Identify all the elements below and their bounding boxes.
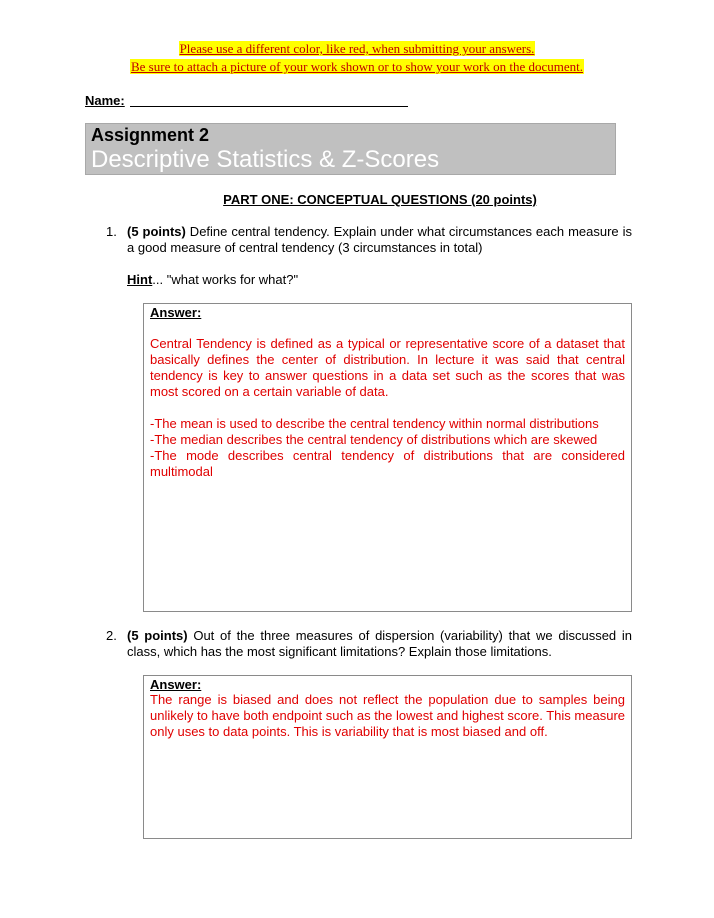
question-text: (5 points) Out of the three measures of dispersion (variability) that we discussed in class, which has the most significant limitations? Explain those limitations. — [127, 628, 632, 659]
question-number: 1. — [106, 224, 117, 239]
question-points: (5 points) — [127, 628, 188, 643]
answer-box-1[interactable] — [143, 303, 632, 612]
assignment-title: Assignment 2 — [91, 125, 210, 145]
hint-label: Hint — [127, 272, 153, 287]
question-number: 2. — [106, 628, 117, 643]
question-1 — [106, 224, 632, 256]
part-title: PART ONE: CONCEPTUAL QUESTIONS (20 points) — [223, 192, 537, 207]
answer-text: Central Tendency is defined as a typical or representative score of a dataset that basically defines the center of distribution. In lecture it was said that central tendency is key to answer questions in a data set such as the scores that was most scored on a certain variable of data. -The mean is used to describe the central tendency within normal distributions -The median describes the central tendency of distributions which are skewed -The mode describes central tendency of distributions that are considered multimodal — [150, 336, 625, 479]
hint — [127, 272, 298, 287]
question-points: (5 points) — [127, 224, 186, 239]
name-label: Name: — [85, 93, 125, 108]
answer-text: The range is biased and does not reflect the population due to samples being unlikely to have both endpoint such as the lowest and highest score. This measure only uses to data points. This is variability that is most biased and off. — [150, 692, 625, 739]
notice-line-2: Be sure to attach a picture of your work shown or to show your work on the document. — [130, 59, 583, 74]
name-field — [85, 93, 125, 108]
notice-line-1: Please use a different color, like red, when submitting your answers. — [179, 41, 535, 56]
hint-text: ... "what works for what?" — [152, 272, 299, 287]
assignment-subtitle: Descriptive Statistics & Z-Scores — [91, 146, 440, 173]
answer-label: Answer: — [150, 305, 202, 320]
name-line — [130, 106, 408, 107]
question-text: (5 points) Define central tendency. Explain under what circumstances each measure is a good measure of central tendency (3 circumstances in total) — [127, 224, 632, 255]
answer-label: Answer: — [150, 677, 202, 692]
answer-box-2[interactable] — [143, 675, 632, 839]
assignment-banner — [85, 123, 616, 175]
question-2 — [106, 628, 632, 660]
